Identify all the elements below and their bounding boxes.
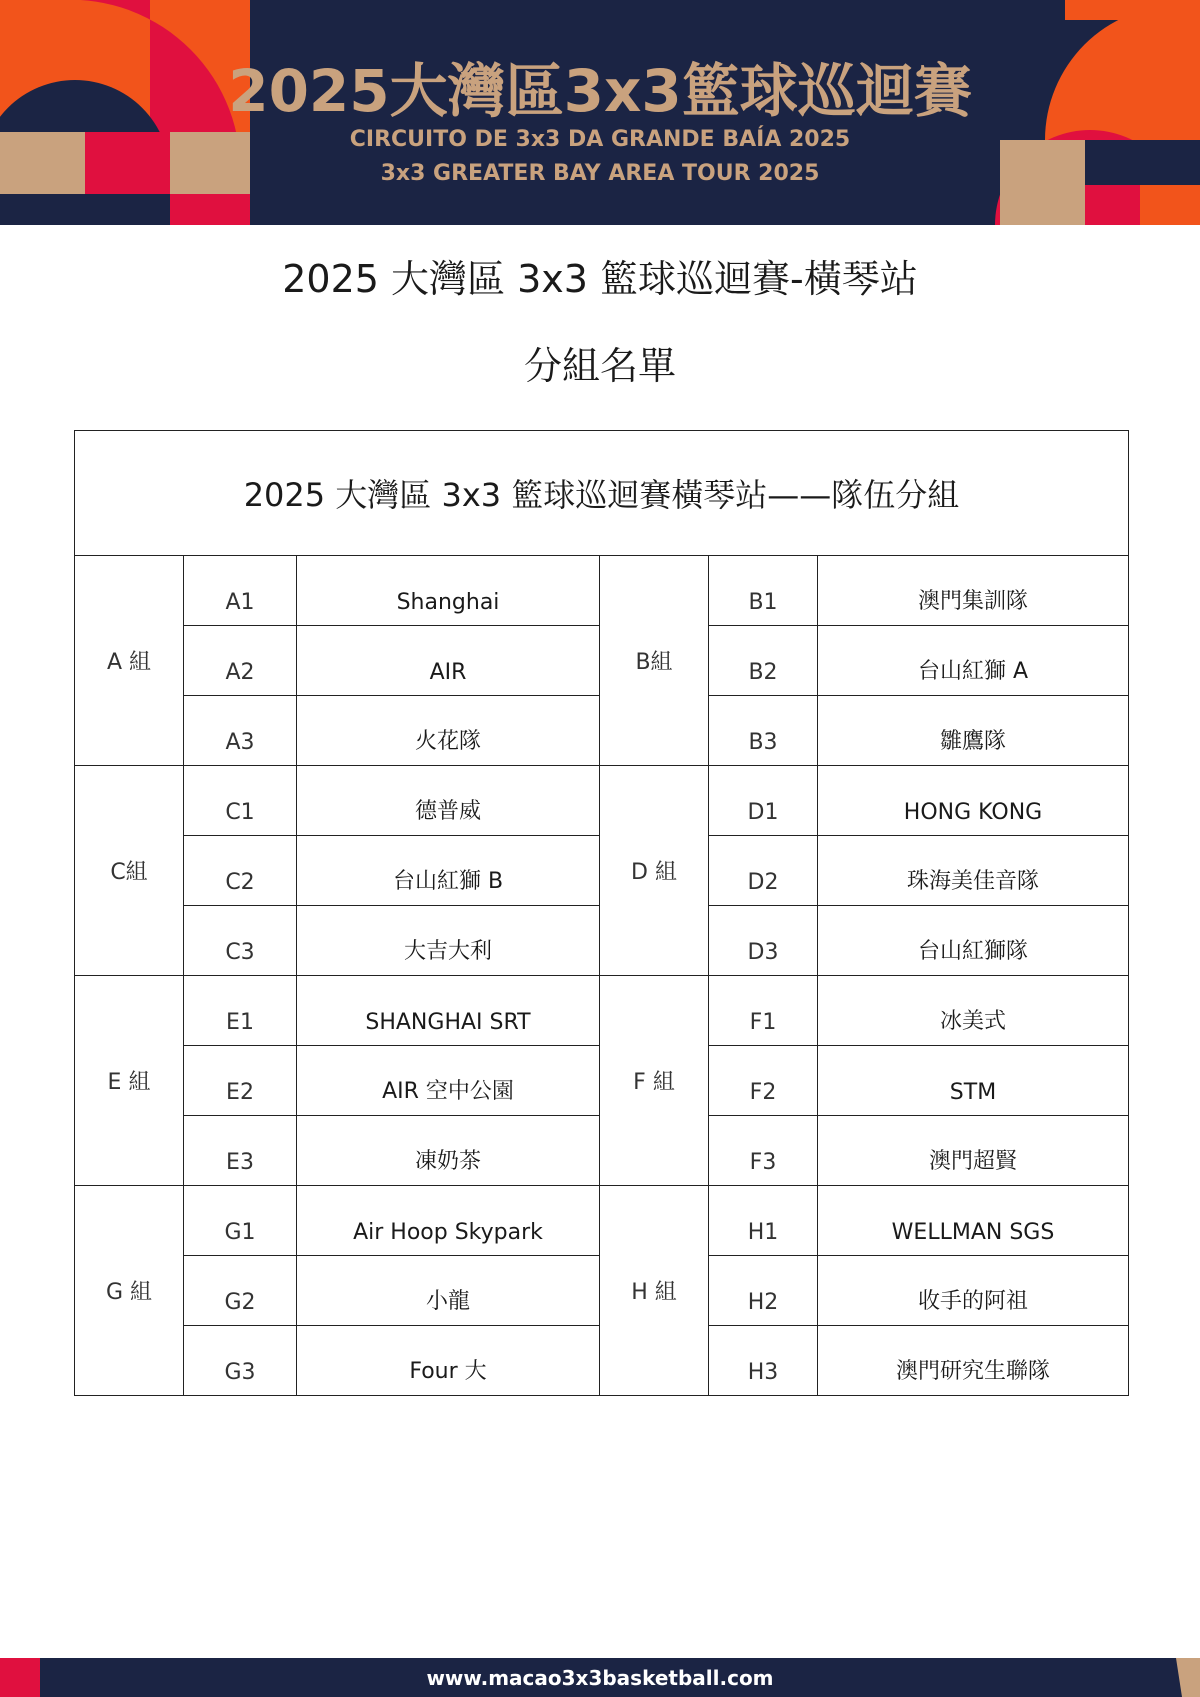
- table-header: 2025 大灣區 3x3 籃球巡迴賽橫琴站——隊伍分組: [75, 431, 1129, 556]
- slot-code: F2: [709, 1046, 818, 1116]
- team-name: Shanghai: [297, 556, 600, 626]
- team-name: AIR 空中公園: [297, 1046, 600, 1116]
- group-label: G 組: [75, 1186, 184, 1396]
- slot-code: H3: [709, 1326, 818, 1396]
- team-name: 台山紅獅 B: [297, 836, 600, 906]
- table-row: [75, 766, 1129, 836]
- slot-code: F1: [709, 976, 818, 1046]
- slot-code: H2: [709, 1256, 818, 1326]
- banner-title: 2025大灣區3x3籃球巡迴賽: [228, 57, 972, 125]
- slot-code: G3: [184, 1326, 297, 1396]
- team-name: 大吉大利: [297, 906, 600, 976]
- team-name: WELLMAN SGS: [818, 1186, 1129, 1256]
- slot-code: B2: [709, 626, 818, 696]
- slot-code: D1: [709, 766, 818, 836]
- team-name: 台山紅獅 A: [818, 626, 1129, 696]
- group-label: D 組: [600, 766, 709, 976]
- slot-code: D3: [709, 906, 818, 976]
- team-name: 澳門超賢: [818, 1116, 1129, 1186]
- banner-subtitle-pt: CIRCUITO DE 3x3 DA GRANDE BAÍA 2025: [349, 127, 851, 152]
- team-name: 小龍: [297, 1256, 600, 1326]
- team-name: 火花隊: [297, 696, 600, 766]
- header-banner: [0, 0, 1200, 225]
- footer-bar: [0, 1658, 1200, 1697]
- slot-code: A2: [184, 626, 297, 696]
- website-link[interactable]: www.macao3x3basketball.com: [426, 1666, 774, 1690]
- team-name: 台山紅獅隊: [818, 906, 1129, 976]
- slot-code: H1: [709, 1186, 818, 1256]
- group-label: E 組: [75, 976, 184, 1186]
- team-name: Four 大: [297, 1326, 600, 1396]
- slot-code: C1: [184, 766, 297, 836]
- team-name: AIR: [297, 626, 600, 696]
- group-label: F 組: [600, 976, 709, 1186]
- team-name: 雛鷹隊: [818, 696, 1129, 766]
- slot-code: F3: [709, 1116, 818, 1186]
- team-name: 德普威: [297, 766, 600, 836]
- table-row: [75, 556, 1129, 626]
- page-title: 2025 大灣區 3x3 籃球巡迴賽-橫琴站: [282, 257, 918, 301]
- slot-code: A3: [184, 696, 297, 766]
- banner-subtitle-en: 3x3 GREATER BAY AREA TOUR 2025: [380, 161, 820, 186]
- slot-code: B3: [709, 696, 818, 766]
- group-roster-table: [74, 430, 1129, 1396]
- group-label: B組: [600, 556, 709, 766]
- team-name: HONG KONG: [818, 766, 1129, 836]
- team-name: 凍奶茶: [297, 1116, 600, 1186]
- team-name: 收手的阿祖: [818, 1256, 1129, 1326]
- slot-code: B1: [709, 556, 818, 626]
- slot-code: G1: [184, 1186, 297, 1256]
- group-label: A 組: [75, 556, 184, 766]
- team-name: SHANGHAI SRT: [297, 976, 600, 1046]
- slot-code: E1: [184, 976, 297, 1046]
- team-name: 冰美式: [818, 976, 1129, 1046]
- slot-code: A1: [184, 556, 297, 626]
- slot-code: C3: [184, 906, 297, 976]
- table-row: [75, 1186, 1129, 1256]
- slot-code: E3: [184, 1116, 297, 1186]
- team-name: Air Hoop Skypark: [297, 1186, 600, 1256]
- team-name: 澳門研究生聯隊: [818, 1326, 1129, 1396]
- page-subtitle: 分組名單: [523, 344, 676, 388]
- group-label: C組: [75, 766, 184, 976]
- slot-code: G2: [184, 1256, 297, 1326]
- team-name: STM: [818, 1046, 1129, 1116]
- team-name: 珠海美佳音隊: [818, 836, 1129, 906]
- slot-code: D2: [709, 836, 818, 906]
- group-label: H 組: [600, 1186, 709, 1396]
- team-name: 澳門集訓隊: [818, 556, 1129, 626]
- table-row: [75, 976, 1129, 1046]
- slot-code: E2: [184, 1046, 297, 1116]
- slot-code: C2: [184, 836, 297, 906]
